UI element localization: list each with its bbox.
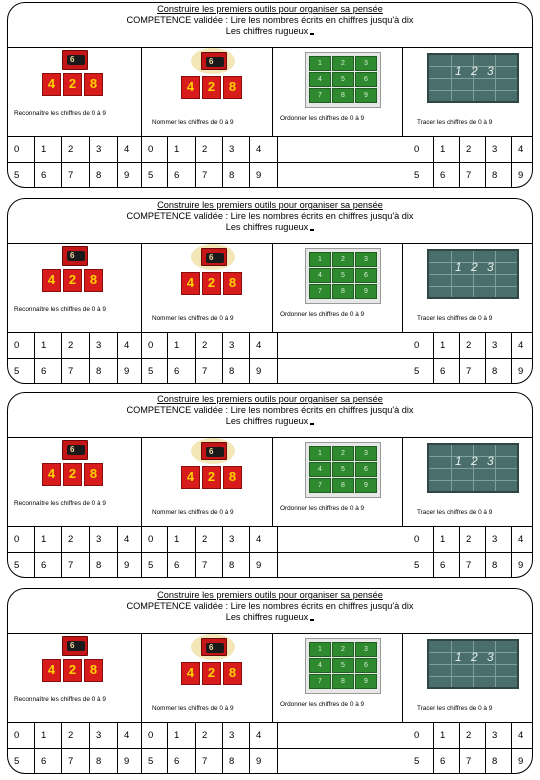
grid-cell: 7 bbox=[196, 749, 223, 774]
grid-cell: 7 bbox=[196, 553, 223, 578]
task-row bbox=[8, 438, 532, 526]
grid-cell: 8 bbox=[223, 163, 250, 188]
grid-cell: 8 bbox=[486, 359, 512, 384]
task-order bbox=[273, 244, 403, 332]
grid-cell: 0 bbox=[408, 137, 434, 163]
task-label: Reconnaître les chiffres de 0 à 9 bbox=[14, 110, 106, 117]
task-recognize bbox=[8, 634, 142, 722]
grid-cell: 4 bbox=[518, 144, 524, 155]
task-order bbox=[273, 438, 403, 526]
grid-cell: 3 bbox=[486, 723, 512, 749]
green-number-tiles-illustration: 1 2 3 4 5 6 7 8 9 bbox=[305, 52, 381, 108]
grid-row bbox=[8, 333, 532, 359]
task-name bbox=[142, 438, 273, 526]
grid-row bbox=[8, 359, 532, 384]
card-subtitle: Les chiffres rugueux bbox=[8, 222, 532, 233]
grid-cell: 7 bbox=[196, 359, 223, 384]
grid-cell: 3 bbox=[90, 137, 118, 163]
card-header bbox=[8, 3, 532, 48]
grid-row bbox=[8, 163, 532, 188]
grid-cell: 7 bbox=[460, 359, 486, 384]
grid-cell: 1 bbox=[168, 527, 196, 553]
green-number-tiles-illustration: 1 2 3 4 5 6 7 8 9 bbox=[305, 248, 381, 304]
grid-cell: 0 bbox=[8, 723, 35, 749]
grid-cell: 5 bbox=[408, 553, 434, 578]
grid-cell: 2 bbox=[460, 723, 486, 749]
task-label: Nommer les chiffres de 0 à 9 bbox=[152, 509, 234, 516]
task-label: Tracer les chiffres de 0 à 9 bbox=[417, 705, 493, 712]
task-label: Nommer les chiffres de 0 à 9 bbox=[152, 119, 234, 126]
grid-cell: 5 bbox=[8, 359, 35, 384]
grid-cell: 9 bbox=[118, 749, 142, 774]
grid-cell: 3 bbox=[90, 333, 118, 359]
grid-cell: 1 bbox=[434, 333, 460, 359]
grid-cell: 0 bbox=[8, 137, 35, 163]
grid-cell: 7 bbox=[62, 749, 90, 774]
task-order bbox=[273, 634, 403, 722]
grid-cell: 8 bbox=[486, 163, 512, 188]
task-order bbox=[273, 48, 403, 136]
competence-text: COMPETENCE validée : Lire les nombres écrits en chiffres jusqu'à dix bbox=[126, 601, 414, 611]
grid-cell: 6 bbox=[434, 553, 460, 578]
grid-cell: 0 bbox=[142, 137, 168, 163]
grid-cell: 3 bbox=[486, 527, 512, 553]
grid-cell: 5 bbox=[142, 553, 168, 578]
grid-cell: 5 bbox=[408, 359, 434, 384]
grid-cell: 0 bbox=[142, 527, 168, 553]
task-label: Ordonner les chiffres de 0 à 9 bbox=[280, 115, 365, 122]
task-row bbox=[8, 634, 532, 722]
grid-cell: 2 bbox=[62, 723, 90, 749]
task-row bbox=[8, 244, 532, 332]
grid-cell: 4 bbox=[118, 723, 142, 749]
task-trace bbox=[403, 48, 533, 136]
grid-cell: 9 bbox=[518, 170, 524, 181]
task-recognize bbox=[8, 438, 142, 526]
worksheet-card bbox=[7, 588, 533, 774]
red-number-cards-illustration: 6 4 2 8 bbox=[179, 244, 249, 304]
grid-cell: 5 bbox=[408, 749, 434, 774]
grid-cell: 4 bbox=[118, 333, 142, 359]
grid-cell: 5 bbox=[8, 749, 35, 774]
number-grid bbox=[8, 332, 532, 384]
task-name bbox=[142, 244, 273, 332]
grid-cell: 5 bbox=[8, 553, 35, 578]
number-grid bbox=[8, 722, 532, 774]
grid-cell: 6 bbox=[434, 359, 460, 384]
grid-cell: 8 bbox=[223, 359, 250, 384]
chalkboard-illustration: 1 2 3 bbox=[427, 249, 519, 299]
grid-cell: 6 bbox=[168, 553, 196, 578]
grid-cell: 8 bbox=[90, 553, 118, 578]
grid-cell: 4 bbox=[518, 730, 524, 741]
grid-cell: 8 bbox=[486, 553, 512, 578]
grid-cell: 5 bbox=[142, 163, 168, 188]
task-label: Ordonner les chiffres de 0 à 9 bbox=[280, 311, 365, 318]
task-label: Ordonner les chiffres de 0 à 9 bbox=[280, 701, 365, 708]
card-subtitle: Les chiffres rugueux bbox=[8, 612, 532, 623]
worksheet-card bbox=[7, 198, 533, 384]
grid-cell: 7 bbox=[196, 163, 223, 188]
grid-cell: 3 bbox=[223, 723, 250, 749]
number-grid bbox=[8, 526, 532, 578]
red-number-cards-illustration: 6 4 2 8 bbox=[42, 634, 112, 689]
grid-cell: 5 bbox=[142, 749, 168, 774]
green-number-tiles-illustration: 1 2 3 4 5 6 7 8 9 bbox=[305, 442, 381, 498]
grid-cell: 0 bbox=[8, 527, 35, 553]
grid-cell: 1 bbox=[434, 723, 460, 749]
grid-row bbox=[8, 749, 532, 774]
grid-cell: 8 bbox=[486, 749, 512, 774]
grid-cell: 4 bbox=[518, 340, 524, 351]
grid-cell: 0 bbox=[142, 333, 168, 359]
grid-cell: 9 bbox=[250, 749, 278, 774]
worksheet-card bbox=[7, 392, 533, 578]
card-title: Construire les premiers outils pour organiser sa pensée bbox=[157, 394, 383, 404]
grid-cell: 6 bbox=[35, 163, 62, 188]
grid-cell: 8 bbox=[90, 163, 118, 188]
grid-cell: 7 bbox=[62, 553, 90, 578]
grid-cell: 7 bbox=[62, 163, 90, 188]
grid-cell: 6 bbox=[168, 359, 196, 384]
grid-cell: 4 bbox=[118, 527, 142, 553]
grid-cell: 8 bbox=[90, 359, 118, 384]
grid-cell: 3 bbox=[223, 527, 250, 553]
chalkboard-illustration: 1 2 3 bbox=[427, 443, 519, 493]
grid-cell: 3 bbox=[90, 527, 118, 553]
number-grid bbox=[8, 136, 532, 188]
task-recognize bbox=[8, 48, 142, 136]
chalkboard-illustration: 1 2 3 bbox=[427, 639, 519, 689]
grid-cell: 0 bbox=[408, 527, 434, 553]
grid-row bbox=[8, 723, 532, 749]
card-subtitle: Les chiffres rugueux bbox=[8, 416, 532, 427]
red-number-cards-illustration: 6 4 2 8 bbox=[179, 438, 249, 498]
grid-cell: 1 bbox=[168, 137, 196, 163]
task-name bbox=[142, 48, 273, 136]
grid-cell: 7 bbox=[460, 163, 486, 188]
grid-cell: 4 bbox=[118, 137, 142, 163]
grid-cell: 9 bbox=[118, 163, 142, 188]
red-number-cards-illustration: 6 4 2 8 bbox=[179, 634, 249, 694]
grid-cell: 5 bbox=[8, 163, 35, 188]
competence-text: COMPETENCE validée : Lire les nombres écrits en chiffres jusqu'à dix bbox=[126, 211, 414, 221]
grid-cell: 3 bbox=[223, 137, 250, 163]
task-label: Ordonner les chiffres de 0 à 9 bbox=[280, 505, 365, 512]
red-number-cards-illustration: 6 4 2 8 bbox=[42, 438, 112, 493]
grid-cell: 6 bbox=[35, 553, 62, 578]
grid-cell: 0 bbox=[142, 723, 168, 749]
chalkboard-illustration: 1 2 3 bbox=[427, 53, 519, 103]
grid-cell: 4 bbox=[250, 333, 278, 359]
grid-cell: 6 bbox=[168, 749, 196, 774]
grid-cell: 9 bbox=[518, 366, 524, 377]
card-header bbox=[8, 199, 532, 244]
grid-cell: 0 bbox=[408, 333, 434, 359]
card-title: Construire les premiers outils pour organiser sa pensée bbox=[157, 4, 383, 14]
task-name bbox=[142, 634, 273, 722]
grid-cell: 4 bbox=[518, 534, 524, 545]
grid-cell: 0 bbox=[408, 723, 434, 749]
grid-cell: 6 bbox=[434, 163, 460, 188]
task-label: Nommer les chiffres de 0 à 9 bbox=[152, 705, 234, 712]
grid-cell: 2 bbox=[62, 333, 90, 359]
competence-text: COMPETENCE validée : Lire les nombres écrits en chiffres jusqu'à dix bbox=[126, 15, 414, 25]
grid-row bbox=[8, 137, 532, 163]
task-trace bbox=[403, 634, 533, 722]
grid-cell: 3 bbox=[223, 333, 250, 359]
task-trace bbox=[403, 438, 533, 526]
task-label: Reconnaître les chiffres de 0 à 9 bbox=[14, 500, 106, 507]
competence-text: COMPETENCE validée : Lire les nombres écrits en chiffres jusqu'à dix bbox=[126, 405, 414, 415]
grid-cell: 2 bbox=[460, 527, 486, 553]
worksheet-card bbox=[7, 2, 533, 188]
grid-cell: 4 bbox=[250, 723, 278, 749]
grid-cell: 7 bbox=[460, 553, 486, 578]
grid-cell: 1 bbox=[35, 723, 62, 749]
task-trace bbox=[403, 244, 533, 332]
grid-cell: 6 bbox=[434, 749, 460, 774]
task-row bbox=[8, 48, 532, 136]
task-label: Reconnaître les chiffres de 0 à 9 bbox=[14, 696, 106, 703]
grid-cell: 8 bbox=[223, 749, 250, 774]
grid-cell: 5 bbox=[408, 163, 434, 188]
grid-cell: 1 bbox=[35, 333, 62, 359]
green-number-tiles-illustration: 1 2 3 4 5 6 7 8 9 bbox=[305, 638, 381, 694]
card-title: Construire les premiers outils pour organiser sa pensée bbox=[157, 200, 383, 210]
grid-cell: 8 bbox=[223, 553, 250, 578]
grid-cell: 2 bbox=[196, 527, 223, 553]
grid-cell: 2 bbox=[460, 137, 486, 163]
grid-cell: 2 bbox=[460, 333, 486, 359]
task-label: Tracer les chiffres de 0 à 9 bbox=[417, 315, 493, 322]
task-label: Tracer les chiffres de 0 à 9 bbox=[417, 119, 493, 126]
grid-cell: 9 bbox=[518, 756, 524, 767]
grid-cell: 3 bbox=[90, 723, 118, 749]
grid-cell: 1 bbox=[434, 527, 460, 553]
grid-cell: 1 bbox=[168, 723, 196, 749]
red-number-cards-illustration: 6 4 2 8 bbox=[42, 244, 112, 299]
card-header bbox=[8, 589, 532, 634]
grid-cell: 3 bbox=[486, 333, 512, 359]
grid-cell: 9 bbox=[250, 163, 278, 188]
grid-cell: 9 bbox=[118, 359, 142, 384]
task-label: Tracer les chiffres de 0 à 9 bbox=[417, 509, 493, 516]
grid-cell: 5 bbox=[142, 359, 168, 384]
task-recognize bbox=[8, 244, 142, 332]
grid-row bbox=[8, 527, 532, 553]
grid-cell: 1 bbox=[35, 137, 62, 163]
grid-cell: 1 bbox=[434, 137, 460, 163]
grid-cell: 9 bbox=[250, 359, 278, 384]
card-subtitle: Les chiffres rugueux bbox=[8, 26, 532, 37]
grid-cell: 6 bbox=[168, 163, 196, 188]
grid-cell: 6 bbox=[35, 749, 62, 774]
grid-cell: 9 bbox=[518, 560, 524, 571]
grid-cell: 1 bbox=[35, 527, 62, 553]
grid-cell: 4 bbox=[250, 527, 278, 553]
card-header bbox=[8, 393, 532, 438]
grid-cell: 2 bbox=[196, 333, 223, 359]
grid-cell: 7 bbox=[62, 359, 90, 384]
red-number-cards-illustration: 6 4 2 8 bbox=[179, 48, 249, 108]
grid-cell: 2 bbox=[62, 137, 90, 163]
grid-cell: 1 bbox=[168, 333, 196, 359]
grid-cell: 8 bbox=[90, 749, 118, 774]
grid-cell: 3 bbox=[486, 137, 512, 163]
red-number-cards-illustration: 6 4 2 8 bbox=[42, 48, 112, 103]
grid-cell: 4 bbox=[250, 137, 278, 163]
grid-cell: 2 bbox=[196, 723, 223, 749]
grid-cell: 9 bbox=[118, 553, 142, 578]
grid-cell: 7 bbox=[460, 749, 486, 774]
grid-cell: 2 bbox=[62, 527, 90, 553]
grid-cell: 6 bbox=[35, 359, 62, 384]
grid-cell: 2 bbox=[196, 137, 223, 163]
grid-cell: 9 bbox=[250, 553, 278, 578]
task-label: Reconnaître les chiffres de 0 à 9 bbox=[14, 306, 106, 313]
grid-row bbox=[8, 553, 532, 578]
card-title: Construire les premiers outils pour organiser sa pensée bbox=[157, 590, 383, 600]
task-label: Nommer les chiffres de 0 à 9 bbox=[152, 315, 234, 322]
grid-cell: 0 bbox=[8, 333, 35, 359]
